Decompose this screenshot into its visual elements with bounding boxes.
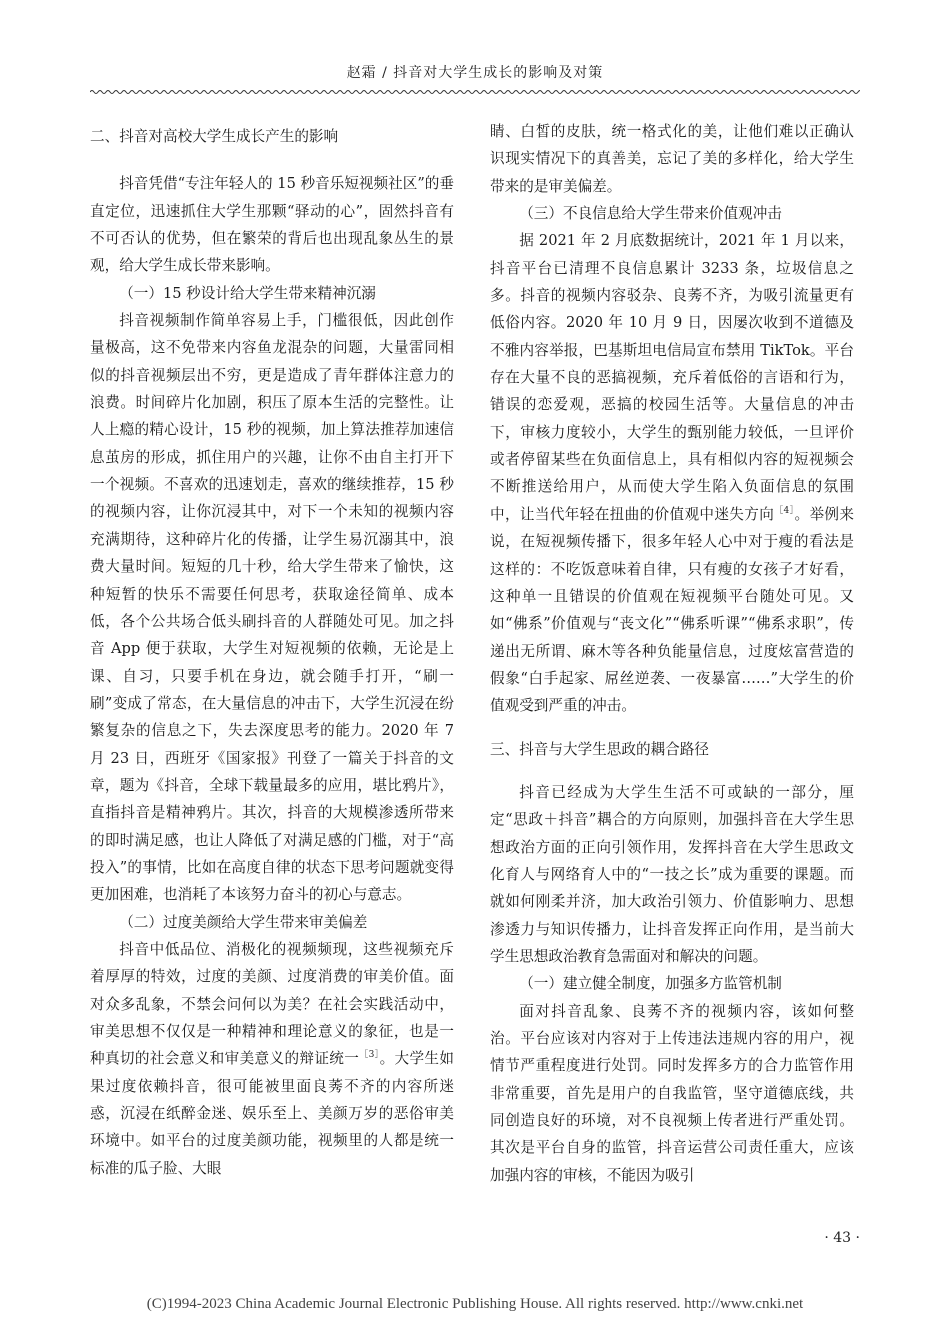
paragraph-1: 抖音视频制作简单容易上手，门槛很低，因此创作量极高，这不免带来内容鱼龙混杂的问题，大量雷同相似的抖音视频层出不穷，更是造成了青年群体注意力的浪费。时间碎片化加剧，积压了原本生活的完整性。让人上瘾的精心设计，15 秒的视频，加上算法推荐加速信息茧房的形成，抓住用户的兴趣，让你不由自主打开下一个视频。不喜欢的迅速划走，喜欢的继续推荐，15 秒的视频内容，让你沉浸其中，对下一个未知的视频内容充满期待，这种碎片化的传播，让学生易沉溺其中，浪费大量时间。短短的几十秒，给大学生带来了愉快，这种短暂的快乐不需要任何思考，获取途径简单、成本低，各个公共场合低头刷抖音的人群随处可见。加之抖音 App 便于获取，大学生对短视频的依赖，无论是上课、自习，只要手机在身边，就会随手打开，“刷一刷”变成了常态，在大量信息的冲击下，大学生沉浸在纷繁复杂的信息之下，失去深度思考的能力。2020 年 7 月 23 日，西班牙《国家报》刊登了一篇关于抖音的文章，题为《抖音，全球下载量最多的应用，堪比鸦片》，直指抖音是精神鸦片。其次，抖音的大规模渗透所带来的即时满足感，也让人降低了对满足感的门槛，对于“高投入”的事情，比如在高度自律的状态下思考问题就变得更加困难，也消耗了本该努力奋斗的初心与意志。 [90,312,454,904]
section-heading-3: 三、抖音与大学生思政的耦合路径 [490,740,709,758]
copyright-footer: (C)1994-2023 China Academic Journal Electronic Publishing House. All rights reserved. http://www.cnki.net [146,1296,804,1312]
paragraph-3 [490,227,854,719]
paragraph-4: 抖音已经成为大学生生活不可或缺的一部分，厘定“思政＋抖音”耦合的方向原则，加强抖音在大学生思想政治方面的正向引领作用，发挥抖音在大学生思政文化育人与网络育人中的“一技之长”成为重要的课题。而就如何刚柔并济，加大政治引领力、价值影响力、思想渗透力与知识传播力，让抖音发挥正向作用，是当前大学生思想政治教育急需面对和解决的问题。 [490,783,854,965]
section-heading-2: 二、抖音对高校大学生成长产生的影响 [90,128,339,145]
continued-paragraph: 睛、白皙的皮肤，统一格式化的美，让他们难以正确认识现实情况下的真善美，忘记了美的多样化，给大学生带来的是审美偏差。 [490,123,854,195]
subheading-2: （二）过度美颜给大学生带来审美偏差 [119,913,368,931]
running-head: 赵霜 / 抖音对大学生成长的影响及对策 [346,65,604,81]
citation-3: ［3］ [359,1050,380,1061]
intro-paragraph: 抖音凭借“专注年轻人的 15 秒音乐短视频社区”的垂直定位，迅速抓住大学生那颗“驿动的心”，固然抖音有不可否认的优势，但在繁荣的背后也出现乱象丛生的景观，给大学生成长带来影响。 [90,175,454,275]
paragraph-2-text: 抖音中低品位、消极化的视频频现，这些视频充斥着厚厚的特效，过度的美颜、过度消费的审美价值。面对众多乱象，不禁会问何以为美？在社会实践活动中，审美思想不仅仅是一种精神和理论意义的象征，也是一种真切的社会意义和审美意义的辩证统一 [90,940,454,1068]
subheading-1: （一）15 秒设计给大学生带来精神沉溺 [119,284,376,302]
subheading-3: （三）不良信息给大学生带来价值观冲击 [519,205,782,223]
page-number: · 43 · [824,1230,860,1246]
right-column [490,118,854,1189]
subheading-4: （一）建立健全制度，加强多方监管机制 [519,975,782,993]
paragraph-3-text: 据 2021 年 2 月底数据统计，2021 年 1 月以来，抖音平台已清理不良信息累计 3233 条，垃圾信息之多。抖音的视频内容驳杂、良莠不齐，为吸引流量更有低俗内容。2020 年 10 月 9 日，因屡次收到不道德及不雅内容举报，巴基斯坦电信局宣布禁用 TikTok。平台存在大量不良的恶搞视频，充斥着低俗的言语和行为，错误的恋爱观，恶搞的校园生活等。大量信息的冲击下，审核力度较小，大学生的甄别能力较低，一旦评价或者停留某些在负面信息上，具有相似内容的短视频会不断推送给用户，从而使大学生陷入负面信息的氛围中，让当代年轻在扭曲的价值观中迷失方向 [490,232,854,523]
paragraph-2 [90,936,454,1182]
citation-4: ［4］ [774,505,795,516]
left-column [90,118,454,1182]
paragraph-5: 面对抖音乱象、良莠不齐的视频内容，该如何整治。平台应该对内容对于上传违法违规内容的用户，视情节严重程度进行处罚。同时发挥多方的合力监管作用非常重要，首先是用户的自我监管，坚守道德底线，共同创造良好的环境，对不良视频上传者进行严重处罚。其次是平台自身的监管，抖音运营公司责任重大，应该加强内容的审核，不能因为吸引 [490,1002,854,1184]
paragraph-2-rest: 。大学生如果过度依赖抖音，很可能被里面良莠不齐的内容所迷惑，沉浸在纸醉金迷、娱乐至上、美颜万岁的恶俗审美环境中。如平台的过度美颜功能，视频里的人都是统一标准的瓜子脸、大眼 [90,1050,454,1177]
paragraph-3-rest: 。举例来说，在短视频传播下，很多年轻人心中对于瘦的看法是这样的：不吃饭意味着自律，只有瘦的女孩子才好看，这种单一且错误的价值观在短视频平台随处可见。又如“佛系”价值观与“丧文化”“佛系听课”“佛系求职”，传递出无所谓、麻木等各种负能量信息，过度炫富营造的假象“白手起家、屌丝逆袭、一夜暴富……”大学生的价值观受到严重的冲击。 [490,505,854,715]
wavy-header-rule [90,88,860,96]
